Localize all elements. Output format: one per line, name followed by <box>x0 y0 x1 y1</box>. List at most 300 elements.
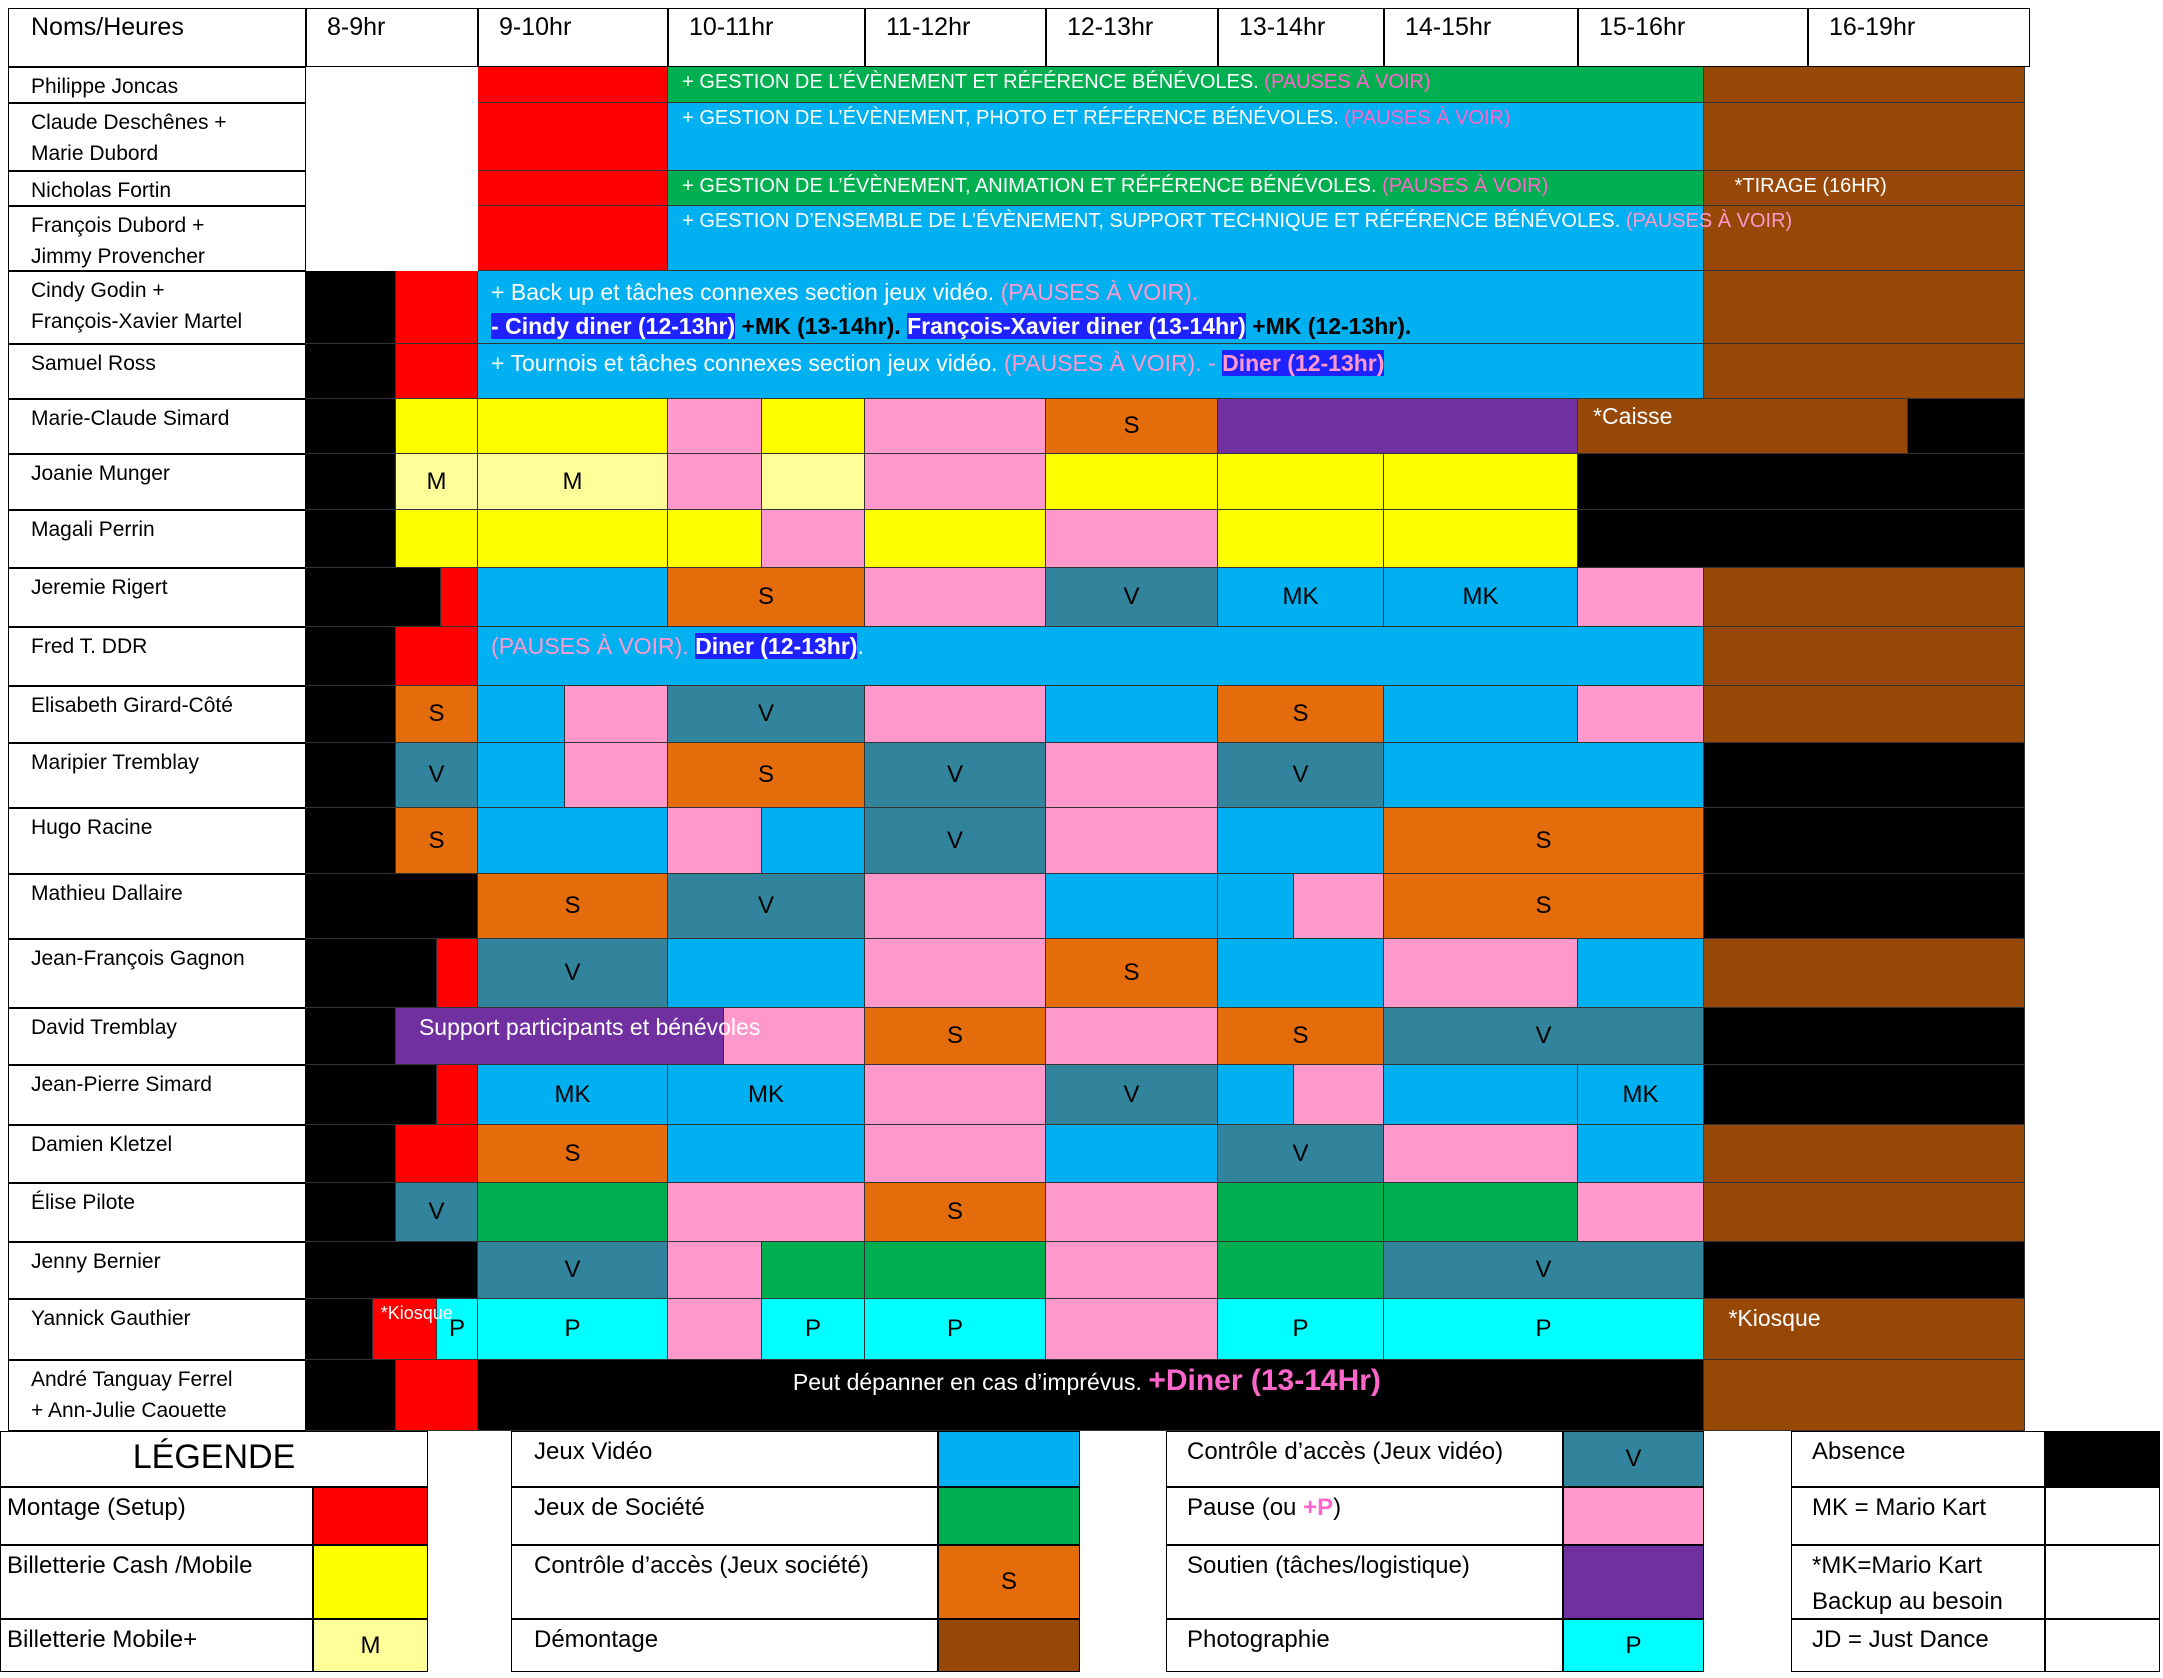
annotation-text: +Diner (13-14Hr) <box>1148 1364 1381 1397</box>
row-annotation <box>793 1364 1381 1399</box>
cell-code: V <box>1123 1080 1140 1108</box>
row-annotation <box>1735 171 1887 202</box>
cell-code: MK <box>1462 583 1499 610</box>
staff-name <box>8 1242 306 1299</box>
schedule-cell <box>668 743 865 808</box>
legend-swatch-code: S <box>1000 1568 1017 1595</box>
staff-name <box>8 171 306 206</box>
annotation-text: *TIRAGE (16HR) <box>1734 175 1887 197</box>
header-hour-4: 11-12hr <box>865 8 1046 67</box>
legend-label-text: MK = Mario Kart <box>1812 1494 1987 1521</box>
schedule-cell <box>1704 271 2025 344</box>
schedule-cell <box>1578 568 1704 627</box>
staff-name-line: + Ann-Julie Caouette <box>31 1399 227 1422</box>
schedule-cell <box>306 344 396 399</box>
cell-code: V <box>564 959 581 986</box>
schedule-cell <box>1704 103 2025 171</box>
schedule-cell <box>396 271 478 344</box>
cell-code: V <box>946 761 963 788</box>
schedule-cell <box>1384 1065 1578 1125</box>
legend-swatch <box>313 1619 428 1672</box>
schedule-cell <box>1218 1299 1384 1360</box>
schedule-cell <box>668 1242 762 1299</box>
schedule-cell <box>306 1065 437 1125</box>
cell-code: MK <box>748 1080 784 1108</box>
row-annotation <box>682 206 1792 237</box>
schedule-cell <box>1704 808 2025 874</box>
cell-code: P <box>564 1315 581 1342</box>
schedule-cell <box>478 510 668 568</box>
annotation-text: + GESTION DE L’ÉVÈNEMENT, PHOTO ET RÉFÉRENCE BÉNÉVOLES. <box>682 107 1345 129</box>
schedule-cell <box>1218 939 1384 1008</box>
staff-name <box>8 344 306 399</box>
schedule-cell <box>478 1125 668 1183</box>
legend-swatch <box>2045 1487 2160 1545</box>
annotation-line <box>682 171 1548 202</box>
schedule-cell <box>865 568 1046 627</box>
staff-name <box>8 808 306 874</box>
schedule-cell <box>478 454 668 510</box>
header-hour-8: 15-16hr <box>1578 8 1808 67</box>
cell-code: V <box>757 892 774 919</box>
schedule-cell <box>762 454 865 510</box>
schedule-cell <box>1384 454 1578 510</box>
schedule-cell <box>478 1299 668 1360</box>
legend-title: LÉGENDE <box>0 1431 428 1487</box>
legend-label <box>0 1545 313 1619</box>
staff-name <box>8 1183 306 1242</box>
header-hour-3: 10-11hr <box>668 8 865 67</box>
schedule-cell <box>1218 1008 1384 1065</box>
legend-swatch <box>313 1487 428 1545</box>
schedule-cell <box>396 686 478 743</box>
schedule-cell <box>1704 1065 2025 1125</box>
schedule-cell <box>306 454 396 510</box>
schedule-cell <box>1384 1125 1578 1183</box>
cell-code: S <box>1123 412 1140 439</box>
cell-code: S <box>428 826 445 854</box>
legend-label-text: Jeux Vidéo <box>534 1438 653 1465</box>
staff-name <box>8 454 306 510</box>
legend-swatch-code: P <box>1625 1631 1642 1659</box>
annotation-text: Diner (12-13hr) <box>695 633 858 659</box>
annotation-line <box>491 346 1384 380</box>
annotation-line <box>491 629 864 663</box>
schedule-cell <box>1046 1008 1218 1065</box>
schedule-cell <box>1046 1183 1218 1242</box>
schedule-cell <box>865 1242 1046 1299</box>
schedule-cell <box>396 1360 478 1431</box>
row-annotation <box>682 103 1511 134</box>
schedule-cell <box>478 1242 668 1299</box>
staff-name-line: Fred T. DDR <box>31 635 148 658</box>
legend-label-text: JD = Just Dance <box>1812 1626 1989 1653</box>
legend-label-text: Contrôle d’accès (Jeux vidéo) <box>1187 1438 1504 1465</box>
cell-code: V <box>1123 583 1140 610</box>
legend-label <box>1791 1431 2045 1487</box>
schedule-cell <box>865 686 1046 743</box>
schedule-cell <box>306 1183 396 1242</box>
schedule-cell <box>762 1242 865 1299</box>
legend-label <box>0 1619 313 1672</box>
schedule-cell <box>1046 939 1218 1008</box>
annotation-line <box>1593 399 1672 433</box>
schedule-cell <box>1046 1125 1218 1183</box>
schedule-cell <box>1218 399 1578 454</box>
schedule-cell <box>306 1299 373 1360</box>
cell-code: S <box>564 892 581 919</box>
schedule-cell <box>668 1183 865 1242</box>
schedule-cell <box>668 568 865 627</box>
schedule-cell <box>1218 568 1384 627</box>
cell-code: V <box>1535 1256 1552 1283</box>
schedule-cell <box>1704 743 2025 808</box>
legend-label-text: Backup au besoin <box>1812 1588 2003 1615</box>
legend-label <box>511 1487 938 1545</box>
schedule-cell <box>1384 686 1578 743</box>
schedule-cell <box>1046 874 1218 939</box>
schedule-cell <box>396 808 478 874</box>
staff-name-line: Mathieu Dallaire <box>31 882 183 905</box>
schedule-cell <box>1046 399 1218 454</box>
staff-name-line: François Dubord + <box>31 214 205 237</box>
schedule-cell <box>1578 1065 1704 1125</box>
annotation-text: +MK (13-14hr). <box>735 313 908 339</box>
annotation-line <box>419 1010 760 1044</box>
cell-code: S <box>1123 959 1140 986</box>
schedule-cell <box>478 171 668 206</box>
cell-code: M <box>562 467 583 495</box>
staff-name-line: Jenny Bernier <box>31 1250 161 1273</box>
legend-label <box>0 1487 313 1545</box>
cell-code: S <box>1535 892 1552 919</box>
annotation-text: (PAUSES À VOIR). <box>1000 279 1199 305</box>
schedule-cell <box>478 1065 668 1125</box>
cell-code: P <box>448 1315 465 1342</box>
cell-code: S <box>946 1198 963 1225</box>
legend-swatch <box>938 1431 1080 1487</box>
staff-name <box>8 206 306 271</box>
schedule-cell <box>668 808 762 874</box>
legend-swatch <box>1563 1487 1704 1545</box>
staff-name-line: Cindy Godin + <box>31 279 165 302</box>
annotation-text: (PAUSES À VOIR). <box>491 633 696 659</box>
annotation-text: (PAUSES À VOIR) <box>1344 107 1511 129</box>
schedule-cell <box>1384 808 1704 874</box>
staff-name <box>8 67 306 103</box>
schedule-cell <box>306 627 396 686</box>
schedule-cell <box>1704 939 2025 1008</box>
staff-name-line: Magali Perrin <box>31 518 155 541</box>
cell-code: MK <box>1622 1080 1659 1108</box>
cell-code: V <box>428 761 445 788</box>
schedule-cell <box>565 686 668 743</box>
schedule-cell <box>306 510 396 568</box>
schedule-cell <box>865 939 1046 1008</box>
schedule-cell <box>306 874 478 939</box>
schedule-cell <box>1384 874 1704 939</box>
schedule-cell <box>1294 874 1384 939</box>
staff-name <box>8 874 306 939</box>
legend-swatch <box>2045 1619 2160 1672</box>
schedule-cell <box>396 743 478 808</box>
row-annotation <box>682 171 1548 202</box>
schedule-cell <box>1218 1242 1384 1299</box>
header-hour-2: 9-10hr <box>478 8 668 67</box>
schedule-cell <box>1704 1242 2025 1299</box>
row-annotation <box>682 67 1431 98</box>
schedule-cell <box>478 686 565 743</box>
schedule-cell <box>668 686 865 743</box>
legend-swatch-code: V <box>1625 1445 1642 1472</box>
schedule-cell <box>478 67 668 103</box>
staff-name-line: Damien Kletzel <box>31 1133 173 1156</box>
schedule-cell <box>762 1299 865 1360</box>
annotation-text: (PAUSES À VOIR). - <box>1003 350 1223 376</box>
schedule-cell <box>1218 808 1384 874</box>
legend-label <box>1166 1545 1563 1619</box>
annotation-line <box>1728 1301 1820 1335</box>
legend-label-text: *MK=Mario Kart <box>1812 1552 1983 1579</box>
legend-label <box>1791 1619 2045 1672</box>
annotation-text: + GESTION DE L’ÉVÈNEMENT, ANIMATION ET RÉFÉRENCE BÉNÉVOLES. <box>682 175 1383 197</box>
annotation-text: (PAUSES À VOIR) <box>1382 175 1549 197</box>
annotation-text: + GESTION DE L’ÉVÈNEMENT ET RÉFÉRENCE BÉNÉVOLES. <box>682 71 1265 93</box>
staff-name-line: Joanie Munger <box>31 462 170 485</box>
schedule-cell <box>478 874 668 939</box>
schedule-cell <box>1578 510 2025 568</box>
cell-code: MK <box>554 1080 591 1108</box>
header-hour-1: 8-9hr <box>306 8 478 67</box>
schedule-cell <box>1578 1183 1704 1242</box>
schedule-cell <box>306 939 437 1008</box>
schedule-cell <box>1578 686 1704 743</box>
schedule-cell <box>668 1299 762 1360</box>
legend-swatch <box>2045 1545 2160 1619</box>
schedule-cell <box>478 568 668 627</box>
legend-label-part: +P <box>1303 1494 1334 1521</box>
cell-code: MK <box>1282 583 1319 610</box>
legend-swatch-code: M <box>360 1631 381 1659</box>
schedule-cell <box>478 399 668 454</box>
schedule-cell <box>1218 510 1384 568</box>
staff-name-line: Jean-François Gagnon <box>31 947 245 970</box>
row-annotation <box>1728 1301 1820 1335</box>
annotation-text: . <box>857 633 864 659</box>
schedule-cell <box>306 1242 478 1299</box>
staff-name-line: André Tanguay Ferrel <box>31 1368 233 1391</box>
legend-label-text: Démontage <box>534 1626 659 1653</box>
staff-name <box>8 686 306 743</box>
annotation-line <box>491 309 1411 343</box>
schedule-cell <box>1704 874 2025 939</box>
staff-name-line: Maripier Tremblay <box>31 751 200 774</box>
legend-swatch <box>938 1487 1080 1545</box>
staff-name <box>8 1065 306 1125</box>
annotation-text: (PAUSES À VOIR) <box>1264 71 1431 93</box>
legend-label-text: Jeux de Société <box>534 1494 705 1521</box>
schedule-cell <box>1046 568 1218 627</box>
schedule-cell <box>1704 686 2025 743</box>
cell-code: S <box>757 583 774 610</box>
schedule-cell <box>396 454 478 510</box>
schedule-cell <box>1046 743 1218 808</box>
schedule-cell <box>865 1183 1046 1242</box>
legend-label-text: Billetterie Cash /Mobile <box>7 1552 253 1579</box>
staff-name-line: Claude Deschênes + <box>31 111 227 134</box>
cell-code: P <box>804 1315 821 1342</box>
staff-name-line: Elisabeth Girard-Côté <box>31 694 233 717</box>
legend-swatch <box>938 1619 1080 1672</box>
schedule-cell <box>1046 1065 1218 1125</box>
legend-label <box>1166 1487 1563 1545</box>
schedule-cell <box>478 743 565 808</box>
schedule-cell <box>1578 939 1704 1008</box>
annotation-text: (PAUSES À VOIR) <box>1625 210 1793 232</box>
schedule-cell <box>1218 1183 1384 1242</box>
annotation-line <box>1735 171 1887 202</box>
schedule-cell <box>762 808 865 874</box>
legend-label-text: Absence <box>1812 1438 1906 1465</box>
annotation-text: Support participants et bénévoles <box>418 1014 761 1040</box>
row-annotation <box>491 629 864 663</box>
row-annotation <box>491 346 1384 380</box>
staff-name <box>8 399 306 454</box>
schedule-cell <box>306 399 396 454</box>
annotation-line <box>682 103 1511 134</box>
schedule-cell <box>1704 1183 2025 1242</box>
schedule-cell <box>478 939 668 1008</box>
schedule-cell <box>865 510 1046 568</box>
legend-label <box>511 1619 938 1672</box>
schedule-cell <box>396 1183 478 1242</box>
cell-code: V <box>946 826 963 854</box>
cell-code: S <box>946 1022 963 1049</box>
schedule-cell <box>1046 510 1218 568</box>
cell-code: S <box>564 1139 581 1167</box>
legend-swatch <box>938 1545 1080 1619</box>
legend-label <box>1166 1619 1563 1672</box>
schedule-cell <box>1218 454 1384 510</box>
staff-name-line: Jimmy Provencher <box>31 245 205 268</box>
staff-name-line: Samuel Ross <box>31 352 156 375</box>
schedule-cell <box>1218 874 1294 939</box>
schedule-cell <box>1704 1125 2025 1183</box>
schedule-cell <box>441 568 478 627</box>
legend-label-text: Billetterie Mobile+ <box>7 1626 198 1653</box>
legend-label <box>1791 1545 2045 1619</box>
schedule-cell <box>1218 743 1384 808</box>
header-names-hours: Noms/Heures <box>8 8 306 67</box>
staff-name <box>8 939 306 1008</box>
annotation-text: - Cindy diner (12-13hr) <box>491 313 736 339</box>
schedule-cell <box>306 568 441 627</box>
schedule-cell <box>1384 510 1578 568</box>
staff-name <box>8 271 306 344</box>
annotation-text: *Caisse <box>1593 403 1673 429</box>
annotation-line <box>682 206 1792 237</box>
schedule-cell <box>478 1183 668 1242</box>
legend-label <box>1166 1431 1563 1487</box>
schedule-cell <box>396 1125 478 1183</box>
schedule-cell <box>1704 568 2025 627</box>
schedule-cell <box>865 399 1046 454</box>
schedule-cell <box>1384 568 1578 627</box>
schedule-cell <box>865 743 1046 808</box>
annotation-text: *Kiosque <box>1728 1305 1821 1331</box>
annotation-text: + Tournois et tâches connexes section jeux vidéo. <box>491 350 1004 376</box>
cell-code: V <box>1535 1022 1552 1049</box>
legend-swatch <box>313 1545 428 1619</box>
staff-name <box>8 568 306 627</box>
annotation-text: François-Xavier diner (13-14hr) <box>907 313 1246 339</box>
cell-code: S <box>428 700 445 727</box>
annotation-line <box>682 67 1431 98</box>
staff-name-line: Hugo Racine <box>31 816 153 839</box>
staff-name-line: David Tremblay <box>31 1016 177 1039</box>
schedule-cell <box>1384 1242 1704 1299</box>
schedule-cell <box>1046 1299 1218 1360</box>
annotation-text: + GESTION D’ENSEMBLE DE L’ÉVÈNEMENT, SUPPORT TECHNIQUE ET RÉFÉRENCE BÉNÉVOLES. <box>682 210 1626 232</box>
annotation-text: *Kiosque <box>380 1303 453 1323</box>
legend-label-part: Pause (ou <box>1187 1494 1304 1521</box>
staff-name-line: Philippe Joncas <box>31 75 179 98</box>
schedule-cell <box>668 1125 865 1183</box>
legend-swatch <box>2045 1431 2160 1487</box>
schedule-cell <box>1218 1125 1384 1183</box>
legend-swatch <box>1563 1545 1704 1619</box>
schedule-cell <box>865 1065 1046 1125</box>
cell-code: V <box>1292 1139 1309 1167</box>
schedule-cell <box>1046 454 1218 510</box>
schedule-cell <box>865 1299 1046 1360</box>
schedule-cell <box>437 939 478 1008</box>
schedule-cell <box>1704 344 2025 399</box>
schedule-cell <box>1218 1065 1294 1125</box>
schedule-cell <box>1704 67 2025 103</box>
schedule-cell <box>478 103 668 171</box>
staff-name <box>8 1299 306 1360</box>
schedule-cell <box>1384 1183 1578 1242</box>
schedule-cell <box>1384 743 1704 808</box>
schedule-cell <box>306 1360 396 1431</box>
schedule-cell <box>762 399 865 454</box>
schedule-cell <box>306 808 396 874</box>
row-annotation <box>491 275 1411 343</box>
cell-code: V <box>428 1198 445 1225</box>
annotation-line <box>381 1299 453 1328</box>
schedule-cell <box>1704 1008 2025 1065</box>
schedule-cell <box>478 206 668 271</box>
cell-code: S <box>1535 826 1552 854</box>
cell-code: S <box>757 761 774 788</box>
schedule-cell <box>1384 939 1578 1008</box>
schedule-cell <box>1908 399 2025 454</box>
schedule-cell <box>668 454 762 510</box>
schedule-cell <box>762 510 865 568</box>
annotation-text: +MK (12-13hr). <box>1245 313 1412 339</box>
staff-name-line: Yannick Gauthier <box>31 1307 191 1330</box>
cell-code: P <box>1292 1315 1309 1342</box>
annotation-text: + Back up et tâches connexes section jeux vidéo. <box>491 279 1001 305</box>
schedule-cell <box>396 510 478 568</box>
schedule-cell <box>1294 1065 1384 1125</box>
staff-name <box>8 1008 306 1065</box>
schedule-cell <box>565 743 668 808</box>
legend-label <box>1791 1487 2045 1545</box>
cell-code: V <box>757 700 774 727</box>
schedule-cell <box>865 874 1046 939</box>
